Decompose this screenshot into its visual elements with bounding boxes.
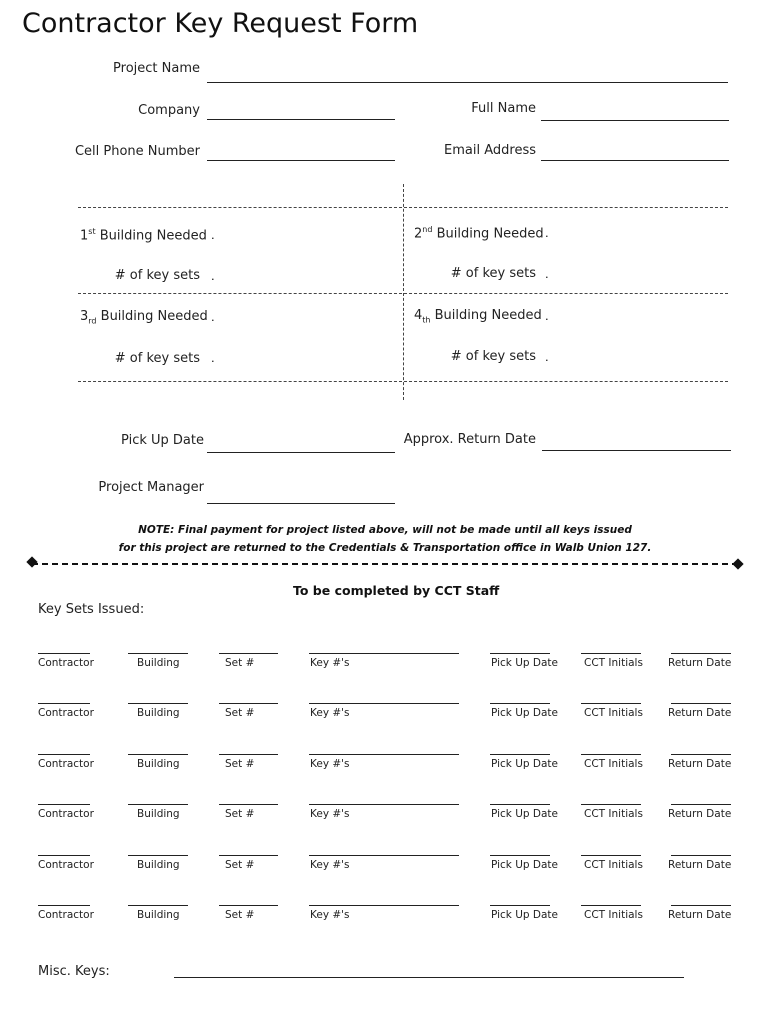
pick-up-date-label: Pick Up Date	[121, 433, 204, 448]
cct-initials-label: CCT Initials	[584, 657, 643, 669]
key-numbers-label: Key #'s	[310, 758, 350, 770]
misc-keys-field[interactable]	[174, 977, 684, 978]
key-sets-4-field[interactable]: .	[545, 349, 549, 364]
cct-initials-field[interactable]	[581, 754, 641, 755]
project-name-label: Project Name	[113, 61, 200, 76]
building-label: Building	[137, 859, 180, 871]
set-number-label: Set #	[225, 859, 255, 871]
key-sets-3-field[interactable]: .	[211, 350, 215, 365]
note-line-1: NOTE: Final payment for project listed above, will not be made until all keys issued	[138, 524, 632, 536]
company-field[interactable]	[207, 119, 395, 120]
cct-initials-field[interactable]	[581, 653, 641, 654]
cut-line	[32, 563, 738, 565]
grid-divider-bottom	[78, 381, 728, 382]
cell-phone-label: Cell Phone Number	[74, 144, 200, 159]
key-sets-4-label: # of key sets	[450, 349, 536, 364]
set-number-label: Set #	[225, 758, 255, 770]
building-2-label: 2nd Building Needed	[414, 225, 544, 242]
pick-up-date-label: Pick Up Date	[491, 808, 558, 820]
contractor-label: Contractor	[38, 657, 94, 669]
project-manager-label: Project Manager	[98, 480, 204, 495]
set-number-field[interactable]	[219, 754, 278, 755]
return-date-field[interactable]	[671, 804, 731, 805]
cct-initials-label: CCT Initials	[584, 909, 643, 921]
email-label: Email Address	[444, 143, 536, 158]
building-field[interactable]	[128, 754, 188, 755]
pick-up-date-field[interactable]	[490, 703, 550, 704]
return-date-label: Return Date	[668, 657, 732, 669]
pick-up-date-field[interactable]	[207, 452, 395, 453]
return-date-field[interactable]	[542, 450, 731, 451]
pick-up-date-label: Pick Up Date	[491, 707, 558, 719]
cct-initials-field[interactable]	[581, 855, 641, 856]
return-date-label: Return Date	[668, 808, 732, 820]
key-numbers-label: Key #'s	[310, 808, 350, 820]
set-number-field[interactable]	[219, 804, 278, 805]
key-numbers-label: Key #'s	[310, 859, 350, 871]
pick-up-date-field[interactable]	[490, 905, 550, 906]
contractor-field[interactable]	[38, 754, 90, 755]
key-numbers-field[interactable]	[309, 905, 459, 906]
contractor-label: Contractor	[38, 758, 94, 770]
key-sets-2-label: # of key sets	[450, 266, 536, 281]
return-date-label: Return Date	[668, 758, 732, 770]
building-3-field[interactable]: .	[211, 309, 215, 324]
pick-up-date-label: Pick Up Date	[491, 909, 558, 921]
full-name-label: Full Name	[471, 101, 536, 116]
set-number-field[interactable]	[219, 703, 278, 704]
building-field[interactable]	[128, 804, 188, 805]
return-date-field[interactable]	[671, 905, 731, 906]
key-sets-3-label: # of key sets	[114, 351, 200, 366]
staff-section-title: To be completed by CCT Staff	[293, 583, 500, 598]
contractor-field[interactable]	[38, 804, 90, 805]
project-name-field[interactable]	[207, 82, 728, 83]
cct-initials-field[interactable]	[581, 804, 641, 805]
contractor-label: Contractor	[38, 808, 94, 820]
project-manager-field[interactable]	[207, 503, 395, 504]
grid-divider-vertical	[403, 184, 404, 400]
full-name-field[interactable]	[541, 120, 729, 121]
building-4-field[interactable]: .	[545, 308, 549, 323]
return-date-label: Return Date	[668, 909, 732, 921]
building-field[interactable]	[128, 855, 188, 856]
contractor-field[interactable]	[38, 855, 90, 856]
building-1-field[interactable]: .	[211, 227, 215, 242]
building-label: Building	[137, 909, 180, 921]
return-date-label: Return Date	[668, 859, 732, 871]
building-3-label: $3_{rd}$ Building Needed	[80, 309, 208, 326]
key-numbers-label: Key #'s	[310, 657, 350, 669]
contractor-label: Contractor	[38, 859, 94, 871]
contractor-field[interactable]	[38, 905, 90, 906]
building-label: Building	[137, 808, 180, 820]
key-sets-2-field[interactable]: .	[545, 266, 549, 281]
pick-up-date-field[interactable]	[490, 804, 550, 805]
cell-phone-field[interactable]	[207, 160, 395, 161]
return-date-field[interactable]	[671, 703, 731, 704]
pick-up-date-field[interactable]	[490, 754, 550, 755]
company-label: Company	[138, 103, 200, 118]
building-field[interactable]	[128, 703, 188, 704]
cut-line-start-diamond	[26, 556, 37, 567]
return-date-field[interactable]	[671, 855, 731, 856]
key-sets-1-label: # of key sets	[114, 268, 200, 283]
contractor-field[interactable]	[38, 653, 90, 654]
building-field[interactable]	[128, 653, 188, 654]
building-label: Building	[137, 657, 180, 669]
email-field[interactable]	[541, 160, 729, 161]
contractor-label: Contractor	[38, 707, 94, 719]
cct-initials-label: CCT Initials	[584, 758, 643, 770]
building-4-label: $4_{th}$ Building Needed	[414, 308, 542, 325]
key-numbers-label: Key #'s	[310, 707, 350, 719]
key-sets-1-field[interactable]: .	[211, 268, 215, 283]
return-date-field[interactable]	[671, 653, 731, 654]
building-label: Building	[137, 707, 180, 719]
cut-line-end-diamond	[732, 558, 743, 569]
pick-up-date-label: Pick Up Date	[491, 657, 558, 669]
set-number-field[interactable]	[219, 653, 278, 654]
grid-divider-top	[78, 207, 728, 208]
pick-up-date-label: Pick Up Date	[491, 859, 558, 871]
set-number-label: Set #	[225, 657, 255, 669]
cct-initials-field[interactable]	[581, 703, 641, 704]
pick-up-date-field[interactable]	[490, 855, 550, 856]
grid-divider-middle	[78, 293, 728, 294]
building-2-field[interactable]: .	[545, 225, 549, 240]
building-label: Building	[137, 758, 180, 770]
page-title: Contractor Key Request Form	[22, 8, 419, 39]
building-1-label: 1st Building Needed	[80, 227, 207, 244]
pick-up-date-label: Pick Up Date	[491, 758, 558, 770]
pick-up-date-field[interactable]	[490, 653, 550, 654]
key-numbers-label: Key #'s	[310, 909, 350, 921]
key-numbers-field[interactable]	[309, 653, 459, 654]
contractor-label: Contractor	[38, 909, 94, 921]
set-number-field[interactable]	[219, 905, 278, 906]
key-sets-issued-label: Key Sets Issued:	[38, 602, 145, 617]
key-numbers-field[interactable]	[309, 855, 459, 856]
building-field[interactable]	[128, 905, 188, 906]
return-date-label: Return Date	[668, 707, 732, 719]
note-line-2: for this project are returned to the Credentials & Transportation office in Walb Union 127.	[118, 542, 652, 554]
return-date-field[interactable]	[671, 754, 731, 755]
key-numbers-field[interactable]	[309, 754, 459, 755]
key-numbers-field[interactable]	[309, 804, 459, 805]
misc-keys-label: Misc. Keys:	[38, 964, 110, 979]
set-number-label: Set #	[225, 909, 255, 921]
return-date-label: Approx. Return Date	[403, 432, 536, 447]
contractor-field[interactable]	[38, 703, 90, 704]
cct-initials-label: CCT Initials	[584, 859, 643, 871]
key-numbers-field[interactable]	[309, 703, 459, 704]
set-number-label: Set #	[225, 808, 255, 820]
set-number-label: Set #	[225, 707, 255, 719]
cct-initials-field[interactable]	[581, 905, 641, 906]
set-number-field[interactable]	[219, 855, 278, 856]
cct-initials-label: CCT Initials	[584, 808, 643, 820]
cct-initials-label: CCT Initials	[584, 707, 643, 719]
